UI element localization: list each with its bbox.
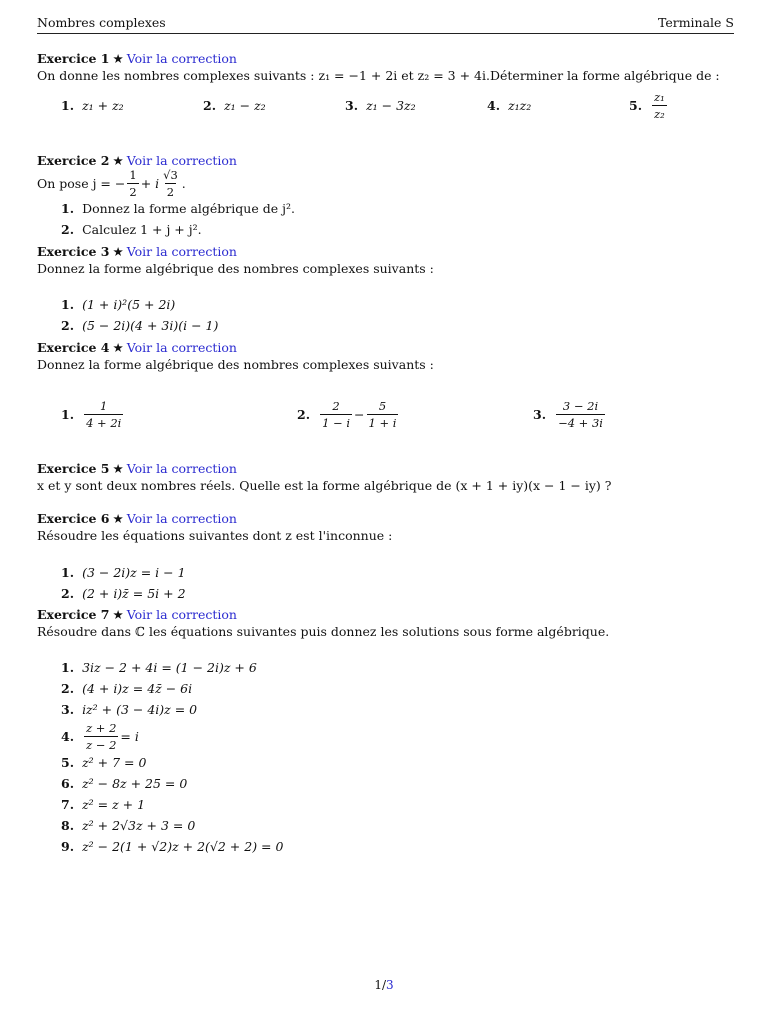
question: z₁ − z₂	[224, 98, 266, 113]
star-icon: ★	[112, 607, 124, 622]
exercise-4	[37, 340, 734, 430]
page-number: 1/3	[374, 978, 394, 992]
exercise-title: Exercice 7	[37, 607, 110, 622]
exercise-intro: Résoudre les équations suivantes dont z est l'inconnue :	[37, 528, 393, 543]
exercise-7: Exercice 7 ★ Voir la correction Résoudre dans ℂ les équations suivantes puis donnez les solutions sous forme algébrique. 1. 3iz − 2 + 4i = (1 − 2i)z + 6 2. (4 + i)z = 4z̄ − 6i 3. iz² + (3 − 4i)z = 0 4. $\frac{z + 2}{z - 2}$ = i 5. z² + 7 = 0 6. z² − 8z + 25 = 0 7. z² = z + 1 8. z² + 2√3z + 3 = 0 9. z² − 2(1 + √2)z + 2(√2 + 2) = 0	[37, 607, 734, 857]
page-header	[37, 15, 734, 34]
correction-link[interactable]: Voir la correction	[126, 153, 237, 168]
correction-link[interactable]: Voir la correction	[126, 244, 237, 259]
question: 3iz − 2 + 4i = (1 − 2i)z + 6	[82, 660, 257, 675]
question: z₁ + z₂	[82, 98, 124, 113]
exercise-intro: On donne les nombres complexes suivants : z₁ = −1 + 2i et z₂ = 3 + 4i.Déterminer la forme algébrique de :	[37, 68, 720, 83]
question: iz² + (3 − 4i)z = 0	[82, 702, 198, 717]
exercise-5	[37, 461, 734, 494]
exercise-title: Exercice 4	[37, 340, 110, 355]
question: Calculez 1 + j + j².	[82, 222, 202, 237]
question: z² − 8z + 25 = 0	[82, 776, 188, 791]
total-pages-link[interactable]: 3	[386, 978, 394, 992]
question: z₁ − 3z₂	[366, 98, 416, 113]
exercise-3: Exercice 3 ★ Voir la correction Donnez la forme algébrique des nombres complexes suivants : 1. (1 + i)²(5 + 2i) 2. (5 − 2i)(4 + 3i)(i − 1)	[37, 244, 734, 336]
exercise-intro: Donnez la forme algébrique des nombres complexes suivants :	[37, 261, 434, 276]
exercise-intro: On pose j = − $\frac{1}{2}$ + i $\frac{√3}{2}$ .	[37, 167, 186, 199]
fraction: $\frac{1}{2}$	[129, 167, 137, 199]
star-icon: ★	[112, 153, 124, 168]
fraction: $\frac{3 - 2i}{-4 + 3i}$	[558, 399, 603, 430]
question: z² − 2(1 + √2)z + 2(√2 + 2) = 0	[82, 839, 284, 854]
fraction: $\frac{1}{4 + 2i}$	[86, 399, 122, 430]
question: (4 + i)z = 4z̄ − 6i	[82, 681, 193, 696]
exercise-intro: Donnez la forme algébrique des nombres complexes suivants :	[37, 357, 434, 372]
question: (2 + i)z̄ = 5i + 2	[82, 586, 186, 601]
question: z₁z₂	[508, 98, 532, 113]
exercise-intro: x et y sont deux nombres réels. Quelle est la forme algébrique de (x + 1 + iy)(x − 1 − iy) ?	[37, 478, 612, 493]
fraction: $\frac{√3}{2}$	[163, 167, 178, 199]
answer-row: 1. $\frac{1}{4 + 2i}$ 2. $\frac{2}{1 - i}$ − $\frac{5}{1 + i}$ 3. $\frac{3 - 2i}{-4 + 3i}$	[61, 399, 603, 430]
question: (3 − 2i)z = i − 1	[82, 565, 186, 580]
star-icon: ★	[112, 461, 124, 476]
answer-row: 1. z₁ + z₂ 2. z₁ − z₂ 3. z₁ − 3z₂ 4. z₁z₂ 5. $\frac{\text{z₁}}{\text{z₂}}$	[61, 90, 665, 121]
exercise-6: Exercice 6 ★ Voir la correction Résoudre les équations suivantes dont z est l'inconnue : 1. (3 − 2i)z = i − 1 2. (2 + i)z̄ = 5i + 2	[37, 511, 734, 604]
correction-link[interactable]: Voir la correction	[126, 461, 237, 476]
exercise-2: Exercice 2 ★ Voir la correction On pose j = − $\frac{1}{2}$ + i $\frac{√3}{2}$ . 1. Donnez la forme algébrique de j². 2. Calculez 1 + j + j².	[37, 153, 734, 240]
fraction: $\frac{\text{z₁}}{\text{z₂}}$	[654, 90, 665, 121]
correction-link[interactable]: Voir la correction	[126, 340, 237, 355]
question: (5 − 2i)(4 + 3i)(i − 1)	[82, 318, 219, 333]
exercise-1	[37, 51, 734, 121]
exercise-title: Exercice 2	[37, 153, 110, 168]
question: Donnez la forme algébrique de j².	[82, 201, 295, 216]
exercise-title: Exercice 3	[37, 244, 110, 259]
exercise-title: Exercice 6	[37, 511, 110, 526]
exercise-title: Exercice 1	[37, 51, 110, 66]
question: (1 + i)²(5 + 2i)	[82, 297, 176, 312]
exercise-title: Exercice 5	[37, 461, 110, 476]
star-icon: ★	[112, 340, 124, 355]
exercise-intro: Résoudre dans ℂ les équations suivantes puis donnez les solutions sous forme algébrique.	[37, 624, 610, 639]
header-class: Terminale S	[657, 15, 734, 30]
question: z² + 7 = 0	[82, 755, 147, 770]
correction-link[interactable]: Voir la correction	[126, 607, 237, 622]
correction-link[interactable]: Voir la correction	[126, 511, 237, 526]
fraction: $\frac{z + 2}{z - 2}$	[86, 720, 117, 752]
fraction: $\frac{5}{1 + i}$	[368, 399, 397, 430]
star-icon: ★	[112, 51, 124, 66]
question: z² + 2√3z + 3 = 0	[82, 818, 196, 833]
star-icon: ★	[112, 244, 124, 259]
correction-link[interactable]: Voir la correction	[126, 51, 237, 66]
fraction: $\frac{2}{1 - i}$	[322, 399, 351, 430]
star-icon: ★	[112, 511, 124, 526]
header-title: Nombres complexes	[37, 15, 166, 30]
question: z² = z + 1	[82, 797, 146, 812]
